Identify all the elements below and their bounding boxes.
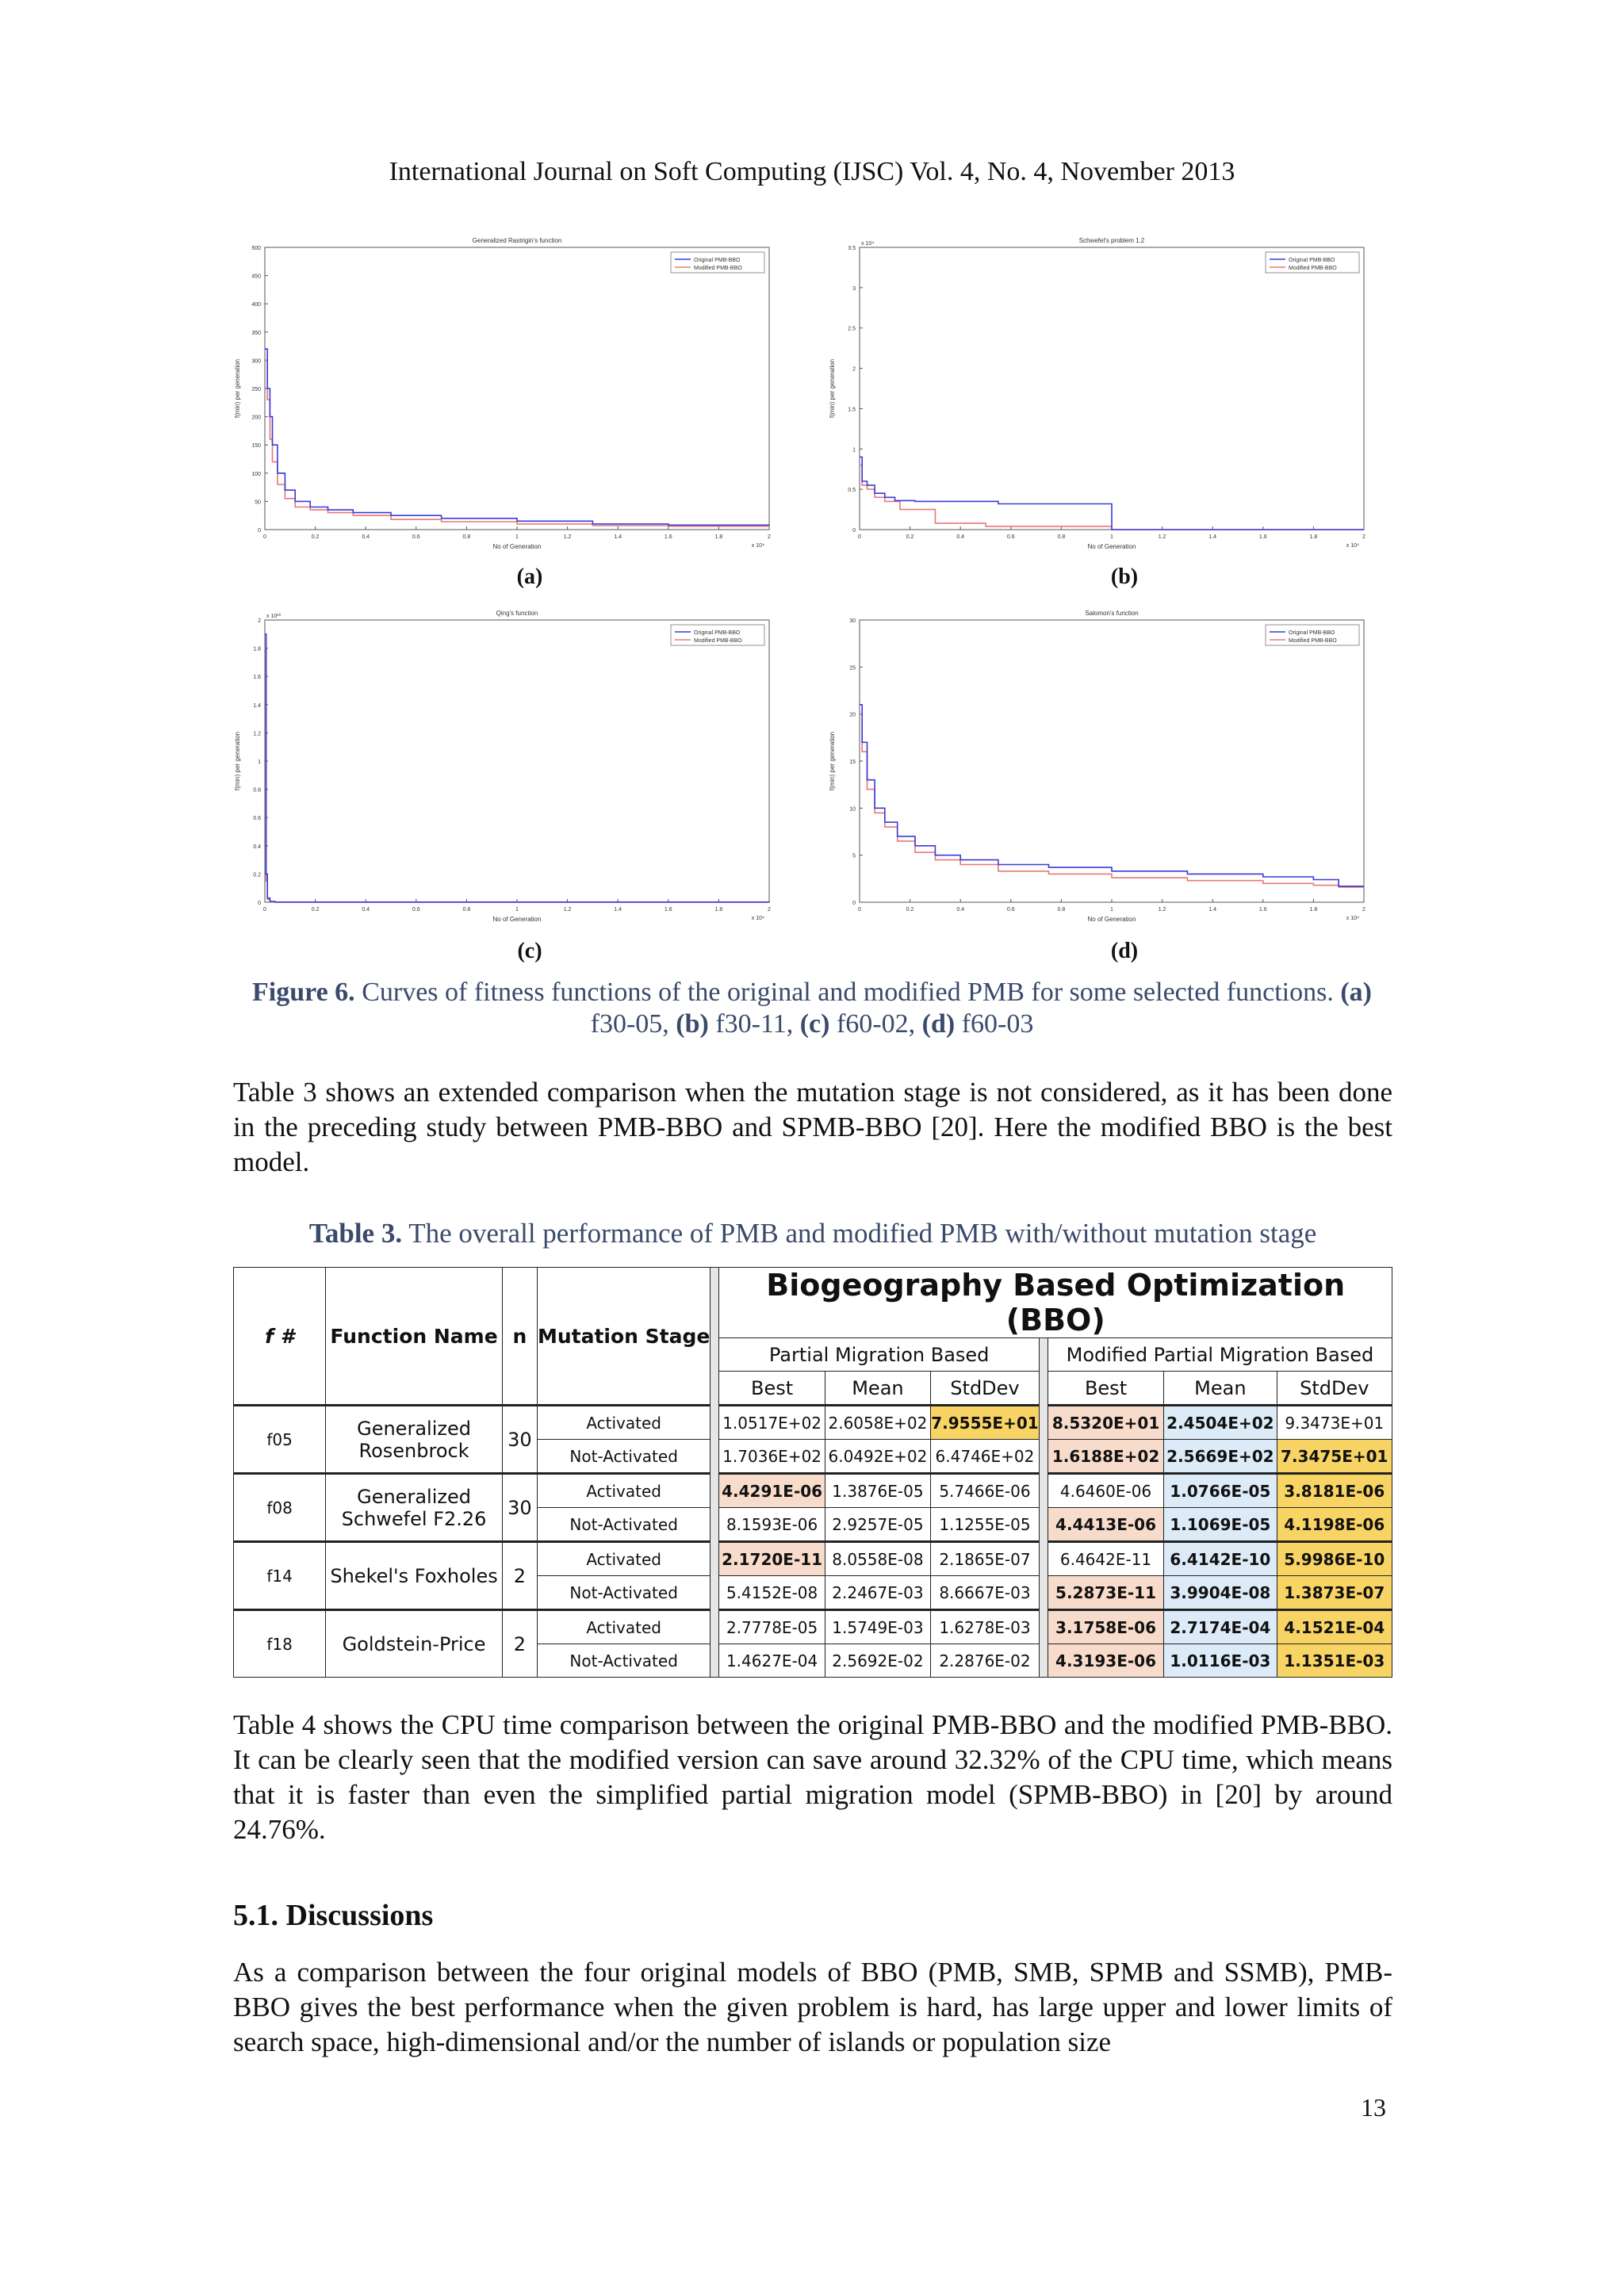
figure-a-label: (a) [516,564,543,589]
cell: 8.6667E-03 [931,1576,1040,1610]
y-tick-label: 2.5 [848,326,856,332]
y-tick-label: 10 [849,806,856,813]
column-gap [1039,1338,1048,1678]
caption-item-value: f60-03 [961,1009,1034,1039]
x-exponent: x 10⁴ [1346,916,1359,921]
plot-frame [860,247,1364,530]
x-tick-label: 2 [768,907,771,913]
x-tick-label: 2 [1362,534,1365,540]
y-exponent: x 10⁴ [861,241,875,247]
row-f: f08 [234,1474,326,1542]
cell: 8.5320E+01 [1048,1406,1163,1440]
col-stddev: StdDev [1277,1372,1392,1406]
y-tick-label: 1.6 [253,675,261,681]
x-tick-label: 0.8 [1057,534,1066,540]
y-tick-label: 250 [251,387,261,392]
x-tick-label: 2 [768,534,771,540]
x-tick-label: 1 [515,534,519,540]
x-tick-label: 0 [263,907,266,913]
caption-item-label: (c) [799,1009,830,1039]
journal-header: International Journal on Soft Computing (IJSC) Vol. 4, No. 4, November 2013 [389,157,1235,186]
x-tick-label: 0.6 [1006,907,1015,913]
cell: 1.7036E+02 [719,1440,825,1474]
x-tick-label: 1 [1110,534,1113,540]
cell: 5.7466E-06 [931,1474,1040,1508]
cell: 3.1758E-06 [1048,1610,1163,1644]
x-exponent: x 10⁴ [751,916,764,921]
row-mutation: Activated [537,1406,710,1440]
x-tick-label: 0.8 [462,907,471,913]
cell: 2.7174E-04 [1164,1610,1277,1644]
x-tick-label: 1.4 [614,907,622,913]
column-gap [710,1268,719,1678]
cell: 8.1593E-06 [719,1508,825,1542]
cell: 1.3873E-07 [1277,1576,1392,1610]
legend-entry: Original PMB-BBO [694,258,741,263]
row-n: 30 [502,1474,537,1542]
x-tick-label: 0.4 [956,534,965,540]
cell: 4.1198E-06 [1277,1508,1392,1542]
y-axis-label: f(min) per generation [829,358,836,419]
x-tick-label: 1.8 [714,534,723,540]
y-tick-label: 0 [258,528,261,534]
cell: 3.8181E-06 [1277,1474,1392,1508]
x-axis-label: No of Generation [1087,916,1136,923]
cell: 6.0492E+02 [825,1440,930,1474]
x-tick-label: 0.4 [956,907,965,913]
cell: 4.1521E-04 [1277,1610,1392,1644]
cell: 4.4291E-06 [719,1474,825,1508]
legend-entry: Modified PMB-BBO [694,266,742,271]
figure-caption-text: Curves of fitness functions of the original and modified PMB for some selected functions. [362,978,1334,1007]
y-tick-label: 200 [251,415,261,421]
cell: 4.6460E-06 [1048,1474,1163,1508]
y-tick-label: 0.2 [253,872,261,878]
legend-entry: Modified PMB-BBO [1289,266,1337,271]
y-tick-label: 3 [852,285,856,292]
y-tick-label: 0 [852,901,856,906]
cell: 1.0116E-03 [1164,1644,1277,1678]
table-caption-text: The overall performance of PMB and modified PMB with/without mutation stage [408,1218,1317,1249]
row-mutation: Activated [537,1610,710,1644]
row-n: 30 [502,1406,537,1474]
col-best: Best [719,1372,825,1406]
x-tick-label: 0.2 [906,534,914,540]
x-tick-label: 1.2 [1158,534,1166,540]
cell: 4.4413E-06 [1048,1508,1163,1542]
caption-item-label: (a) [1340,978,1373,1007]
caption-item-value: f30-11, [715,1009,794,1039]
figure-b-chart [825,235,1389,615]
y-tick-label: 5 [852,853,856,859]
cell: 2.2876E-02 [931,1644,1040,1678]
y-tick-label: 100 [251,471,261,477]
x-tick-label: 1.6 [1258,907,1267,913]
row-mutation: Not-Activated [537,1644,710,1678]
figure-d-label: (d) [1110,939,1139,963]
legend-entry: Original PMB-BBO [1289,630,1335,636]
paragraph-2-text: Table 4 shows the CPU time comparison between the original PMB-BBO and the modified PMB-BBO. It can be clearly seen that the modified version can save around 32.32% of the CPU time, which means that it is faster than even the simplified partial migration model (SPMB-BBO) in [20] by around 24.76%. [233,1709,1392,1845]
row-mutation: Activated [537,1474,710,1508]
figure-c-label: (c) [517,939,542,963]
cell: 2.1720E-11 [719,1542,825,1576]
cell: 5.4152E-08 [719,1576,825,1610]
y-tick-label: 300 [251,358,261,365]
row-n: 2 [502,1610,537,1678]
x-tick-label: 1.6 [1258,534,1267,540]
cell: 1.1069E-05 [1164,1508,1277,1542]
header-n: n [502,1268,537,1406]
cell: 2.1865E-07 [931,1542,1040,1576]
cell: 1.4627E-04 [719,1644,825,1678]
legend-entry: Modified PMB-BBO [694,638,742,644]
cell: 2.2467E-03 [825,1576,930,1610]
figure-c-chart [230,607,795,988]
legend-entry: Original PMB-BBO [694,630,741,636]
y-tick-label: 3.5 [848,246,856,251]
cell: 1.3876E-05 [825,1474,930,1508]
y-tick-label: 2 [258,618,261,624]
cell: 9.3473E+01 [1277,1406,1392,1440]
cell: 5.2873E-11 [1048,1576,1163,1610]
x-tick-label: 0.8 [1057,907,1066,913]
figure-b-label: (b) [1110,564,1139,589]
section-heading: 5.1. Discussions [233,1899,434,1932]
x-tick-label: 1.8 [1309,907,1318,913]
x-exponent: x 10⁴ [751,543,764,549]
x-tick-label: 0 [858,534,861,540]
paragraph-1-text: Table 3 shows an extended comparison when the mutation stage is not considered, as it has been done in the preceding study between PMB-BBO and SPMB-BBO [20]. Here the modified BBO is the best model. [233,1077,1392,1177]
x-tick-label: 1.4 [1208,534,1217,540]
plot-frame [265,247,769,530]
page-number: 13 [1361,2093,1386,2122]
caption-item-label: (b) [676,1009,709,1039]
figure-a-chart [230,235,795,615]
x-tick-label: 0.2 [906,907,914,913]
row-f: f14 [234,1542,326,1610]
x-tick-label: 0.8 [462,534,471,540]
row-mutation: Not-Activated [537,1576,710,1610]
y-tick-label: 20 [849,712,856,718]
col-mean: Mean [1164,1372,1277,1406]
y-tick-label: 0 [852,528,856,534]
header-mpmb: Modified Partial Migration Based [1048,1338,1392,1372]
x-axis-label: No of Generation [492,543,542,550]
cell: 2.6058E+02 [825,1406,930,1440]
legend-entry: Original PMB-BBO [1289,258,1335,263]
x-tick-label: 0 [858,907,861,913]
x-tick-label: 1.2 [1158,907,1166,913]
col-best: Best [1048,1372,1163,1406]
cell: 6.4642E-11 [1048,1542,1163,1576]
table-caption [233,1218,1392,1249]
header-bbo: Biogeography Based Optimization (BBO) [719,1268,1392,1338]
y-tick-label: 50 [255,499,261,506]
paragraph-1 [233,1075,1392,1180]
cell: 5.9986E-10 [1277,1542,1392,1576]
cell: 8.0558E-08 [825,1542,930,1576]
x-tick-label: 1.8 [1309,534,1318,540]
col-stddev: StdDev [931,1372,1040,1406]
y-tick-label: 400 [251,302,261,308]
cell: 1.0766E-05 [1164,1474,1277,1508]
x-tick-label: 0.6 [412,907,420,913]
row-function-name: Goldstein-Price [326,1610,503,1678]
header-pmb: Partial Migration Based [719,1338,1039,1372]
cell: 2.5692E-02 [825,1644,930,1678]
cell: 1.5749E-03 [825,1610,930,1644]
y-tick-label: 450 [251,274,261,280]
cell: 2.5669E+02 [1164,1440,1277,1474]
x-axis-label: No of Generation [1087,543,1136,550]
x-tick-label: 0.4 [362,534,370,540]
cell: 7.9555E+01 [931,1406,1040,1440]
plot-frame [265,620,769,902]
x-tick-label: 1.6 [664,907,672,913]
legend-entry: Modified PMB-BBO [1289,638,1337,644]
x-tick-label: 0 [263,534,266,540]
cell: 6.4142E-10 [1164,1542,1277,1576]
cell: 1.0517E+02 [719,1406,825,1440]
y-tick-label: 2 [852,366,856,373]
x-tick-label: 1.4 [614,534,622,540]
header-mutation-stage: Mutation Stage [537,1268,710,1406]
x-tick-label: 1.2 [563,534,572,540]
x-tick-label: 1.2 [563,907,572,913]
caption-item-value: f30-05, [590,1009,669,1039]
y-tick-label: 150 [251,443,261,450]
y-tick-label: 1.5 [848,407,856,413]
y-tick-label: 500 [251,246,261,251]
row-f: f18 [234,1610,326,1678]
paragraph-3 [233,1955,1392,2060]
row-mutation: Not-Activated [537,1440,710,1474]
x-axis-label: No of Generation [492,916,542,923]
x-tick-label: 0.2 [311,907,320,913]
x-exponent: x 10⁴ [1346,543,1359,549]
paragraph-2 [233,1708,1392,1847]
y-tick-label: 15 [849,760,856,765]
chart-title: Generalized Rastrigin's function [472,237,562,244]
x-tick-label: 0.6 [412,534,420,540]
y-tick-label: 0.8 [253,787,261,794]
row-n: 2 [502,1542,537,1610]
cell: 2.4504E+02 [1164,1406,1277,1440]
table-caption-prefix: Table 3. [308,1218,403,1249]
row-function-name: Generalized Rosenbrock [326,1406,503,1474]
caption-item-value: f60-02, [836,1009,916,1039]
y-tick-label: 350 [251,330,261,336]
chart-title: Qing's function [496,610,538,617]
figure-caption-prefix: Figure 6. [251,978,355,1007]
cell: 1.6278E-03 [931,1610,1040,1644]
cell: 2.9257E-05 [825,1508,930,1542]
chart-title: Salomon's function [1085,610,1139,617]
header-function-name: Function Name [326,1268,503,1406]
y-tick-label: 0.4 [253,844,261,850]
x-tick-label: 1.4 [1208,907,1217,913]
y-tick-label: 30 [849,618,856,624]
cell: 2.7778E-05 [719,1610,825,1644]
cell: 1.1255E-05 [931,1508,1040,1542]
y-tick-label: 25 [849,665,856,672]
cell: 7.3475E+01 [1277,1440,1392,1474]
x-tick-label: 1 [515,907,519,913]
row-function-name: Generalized Schwefel F2.26 [326,1474,503,1542]
x-tick-label: 1 [1110,907,1113,913]
figure-caption [232,977,1392,1040]
paragraph-3-text: As a comparison between the four original models of BBO (PMB, SMB, SPMB and SSMB), PMB-BBO gives the best performance when the given problem is hard, has large upper and lower limits of search space, high-dimensional and/or the number of islands or population size [233,1957,1392,2057]
chart-title: Schwefel's problem 1.2 [1078,237,1145,244]
cell: 3.9904E-08 [1164,1576,1277,1610]
col-mean: Mean [825,1372,930,1406]
header-f: f # [234,1268,326,1406]
x-tick-label: 0.2 [311,534,320,540]
x-tick-label: 0.6 [1006,534,1015,540]
y-axis-label: f(min) per generation [234,358,241,419]
cell: 6.4746E+02 [931,1440,1040,1474]
y-tick-label: 1.4 [253,702,261,709]
y-tick-label: 0.6 [253,816,261,822]
y-tick-label: 1.2 [253,731,261,737]
cell: 4.3193E-06 [1048,1644,1163,1678]
figure-d-chart [825,607,1389,988]
caption-item-label: (d) [921,1009,956,1039]
y-axis-label: f(min) per generation [829,731,836,791]
y-tick-label: 1 [852,447,856,453]
x-tick-label: 2 [1362,907,1365,913]
x-tick-label: 0.4 [362,907,370,913]
cell: 1.6188E+02 [1048,1440,1163,1474]
row-f: f05 [234,1406,326,1474]
row-mutation: Not-Activated [537,1508,710,1542]
y-exponent: x 10¹⁰ [266,614,282,619]
y-tick-label: 1.8 [253,646,261,652]
row-function-name: Shekel's Foxholes [326,1542,503,1610]
x-tick-label: 1.8 [714,907,723,913]
y-axis-label: f(min) per generation [234,731,241,791]
y-tick-label: 1 [258,760,261,765]
results-table [233,1267,1392,1678]
cell: 1.1351E-03 [1277,1644,1392,1678]
row-mutation: Activated [537,1542,710,1576]
x-tick-label: 1.6 [664,534,672,540]
y-tick-label: 0 [258,901,261,906]
y-tick-label: 0.5 [848,488,856,494]
